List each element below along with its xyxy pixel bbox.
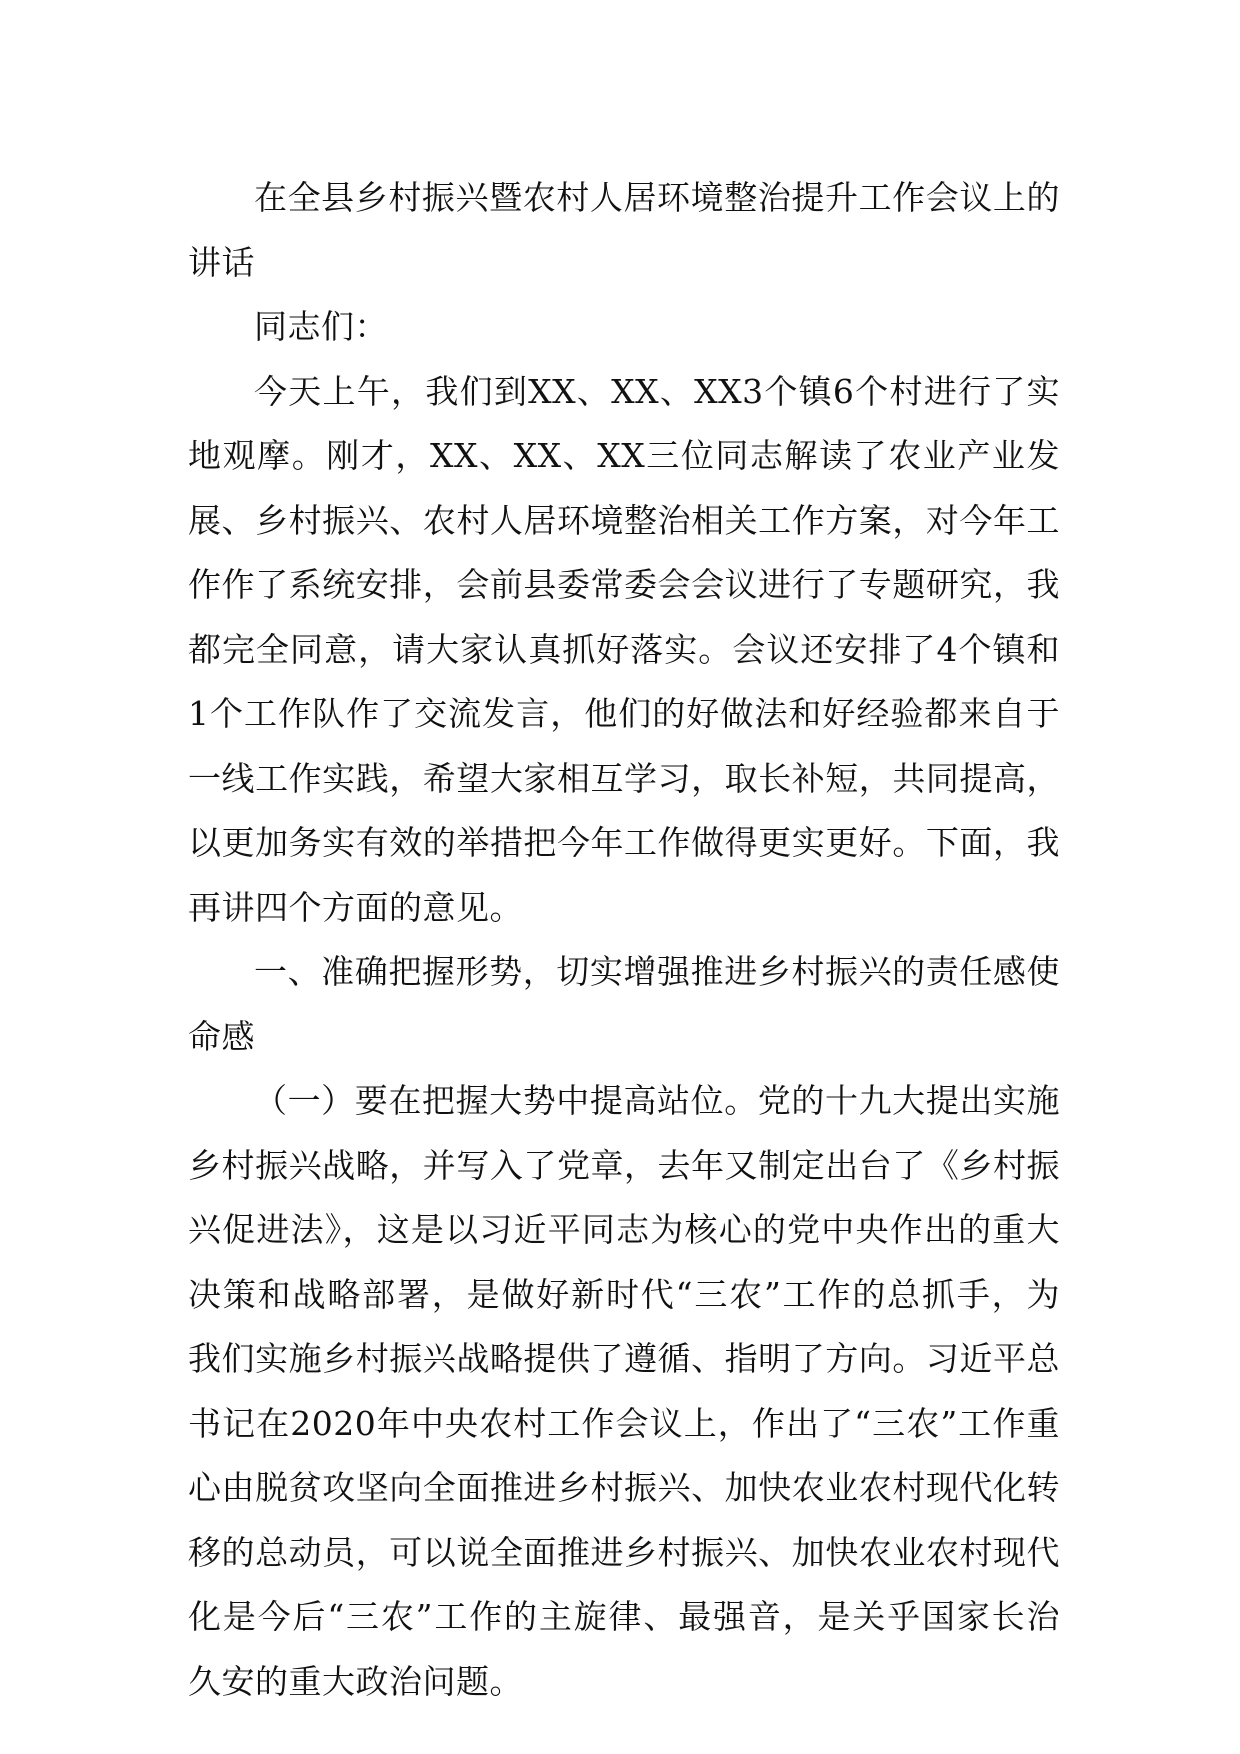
paragraph-subsection-1: （一）要在把握大势中提高站位。党的十九大提出实施乡村振兴战略，并写入了党章，去年又制定出台了《乡村振兴促进法》，这是以习近平同志为核心的党中央作出的重大决策和战略部署，是做好新时代“三农”工作的总抓手，为我们实施乡村振兴战略提供了遵循、指明了方向。习近平总书记在2020年中央农村工作会议上，作出了“三农”工作重心由脱贫攻坚向全面推进乡村振兴、加快农业农村现代化转移的总动员，可以说全面推进乡村振兴、加快农业农村现代化是今后“三农”工作的主旋律、最强音，是关乎国家长治久安的重大政治问题。 [188,1081,1060,1701]
section-heading-1: 一、准确把握形势，切实增强推进乡村振兴的责任感使命感 [188,952,1060,1056]
paragraph-opening: 今天上午，我们到XX、XX、XX3个镇6个村进行了实地观摩。刚才，XX、XX、XX三位同志解读了农业产业发展、乡村振兴、农村人居环境整治相关工作方案，对今年工作作了系统安排，会前县委常委会会议进行了专题研究，我都完全同意，请大家认真抓好落实。会议还安排了4个镇和1个工作队作了交流发言，他们的好做法和好经验都来自于一线工作实践，希望大家相互学习，取长补短，共同提高，以更加务实有效的举措把今年工作做得更实更好。下面，我再讲四个方面的意见。 [188,371,1060,927]
document-title: 在全县乡村振兴暨农村人居环境整治提升工作会议上的讲话 [188,178,1060,282]
salutation: 同志们： [254,307,388,346]
document-body [188,166,1060,1714]
